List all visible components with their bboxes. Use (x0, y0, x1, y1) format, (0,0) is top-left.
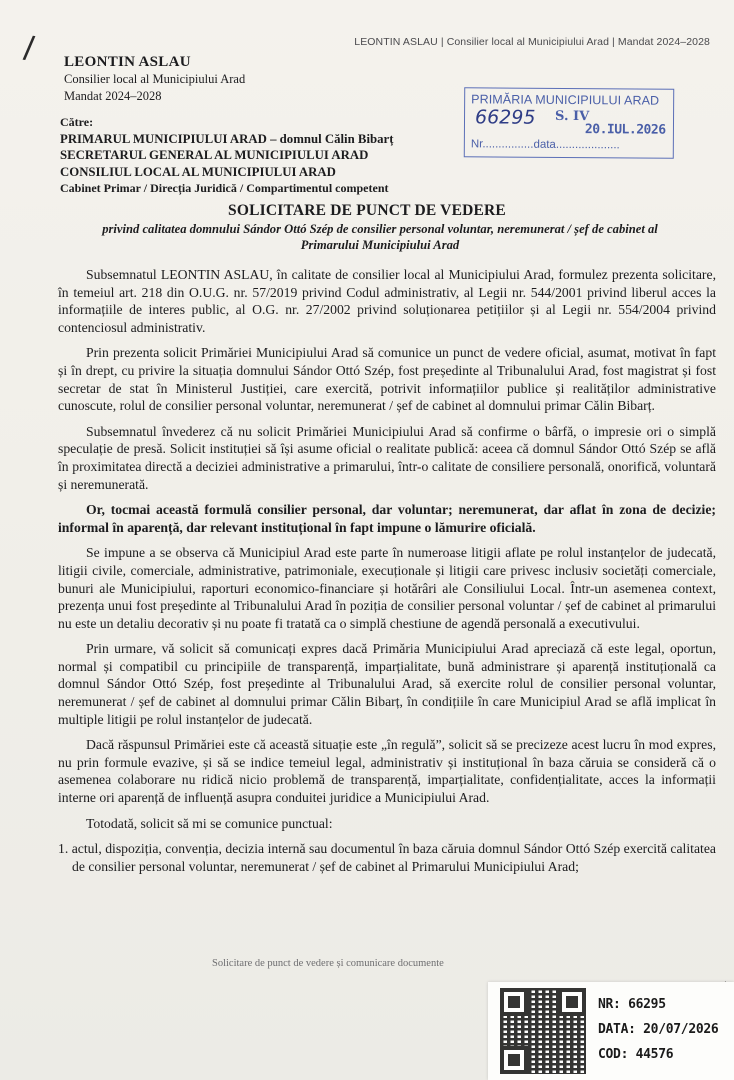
stamp-handwritten-number: 66295 (474, 106, 536, 129)
registration-date: DATA: 20/07/2026 (598, 1022, 719, 1037)
sender-name: LEONTIN ASLAU (64, 54, 191, 70)
body-paragraph: Dacă răspunsul Primăriei este că această situație este „în regulă”, solicit să se precizeze acest lucru în mod expres, nu prin formule evazive, și să se indice temeiul legal, administrativ și instituțional în baza căruia se consideră că o asemenea colaborare nu ridică nicio problemă de transparență, imparțialitate, confidențialitate, acces la informații interne ori aparență de influență asupra conduitei juridice a Municipiului Arad. (58, 737, 716, 806)
stamp-section: S. IV (554, 108, 590, 125)
sender-block (64, 54, 245, 105)
margin-handwritten-mark: / (21, 29, 37, 69)
registration-label (488, 982, 734, 1080)
document-subtitle: privind calitatea domnului Sándor Ottó Szép de consilier personal voluntar, neremunerat / șef de cabinet al Primarului Municipiului Arad (102, 222, 658, 252)
recipient-line: CONSILIUL LOCAL AL MUNICIPIULUI ARAD (60, 164, 336, 179)
body-paragraph-emphasis: Or, tocmai această formulă consilier personal, dar voluntar; neremunerat, dar aflat în zona de decizie; informal în aparență, dar relevant instituțional în fapt impune o lămurire oficială. (58, 502, 716, 535)
stamp-footer: Nr................data.................... (470, 138, 620, 152)
registration-label-text (598, 992, 718, 1067)
list-item: 1. actul, dispoziția, convenția, decizia internă sau documentul în baza căruia domnul Sándor Ottó Szép exercită calitatea de consilier personal voluntar, neremunerat / șef de cabinet al Primarului Municipiului Arad; (58, 841, 716, 874)
sender-mandate: Mandat 2024–2028 (64, 89, 162, 103)
recipient-line: Cabinet Primar / Direcția Juridică / Compartimentul competent (60, 181, 389, 195)
body-paragraph: Se impune a se observa că Municipiul Arad este parte în numeroase litigii aflate pe rolul instanțelor de judecată, litigii civile, comerciale, administrative, patrimoniale, execuționale și litigii care privesc inclusiv societăți comerciale, bunuri ale Municipiului, raporturi economico-financiare și hotărâri ale Consiliului Local. Într-un asemenea context, prezența unui fost președinte al Tribunalului Arad în poziția de consilier personal voluntar / șef de cabinet al primarului nu este un detaliu decorativ și nu poate fi tratată ca o simplă chestiune de agendă personală a executivului. (58, 545, 716, 631)
recipients-block (60, 114, 480, 197)
body-paragraph: Subsemnatul învederez că nu solicit Primăriei Municipiului Arad să confirme o bârfă, o impresie ori o simplă speculație de presă. Solicit instituției să își asume oficial o realitate publică: aceea că domnul Sándor Ottó Szép se află în proximitatea directă a deciziei administrative a primarului, într-o calitate de consiliere personală, onorifică, voluntară și neremunerată. (58, 423, 716, 492)
recipient-line: SECRETARUL GENERAL AL MUNICIPIULUI ARAD (60, 148, 369, 162)
registration-stamp (464, 87, 674, 158)
body-paragraph: Totodată, solicit să mi se comunice punctual: (86, 815, 333, 831)
qr-finder-icon (500, 988, 528, 1016)
recipients-label: Către: (60, 115, 94, 129)
footer-note: Solicitare de punct de vedere și comunicare documente (212, 958, 444, 969)
qr-code-icon (500, 988, 586, 1074)
registration-nr: NR: 66295 (598, 997, 666, 1012)
body-paragraph: Subsemnatul LEONTIN ASLAU, în calitate de consilier local al Municipiului Arad, formulez prezenta solicitare, în temeiul art. 218 din O.U.G. nr. 57/2019 privind Codul administrativ, al Legii nr. 544/2001 privind liberul acces la informațiile de interes public, al O.G. nr. 27/2002 privind soluționarea petițiilor și al Legii nr. 554/2004 privind contenciosul administrativ. (58, 267, 716, 335)
body-paragraph: Prin prezenta solicit Primăriei Municipiului Arad să comunice un punct de vedere oficial, asumat, motivat în fapt și în drept, cu privire la situația domnului Sándor Ottó Szép, fost președinte al Tribunalului Arad, fost magistrat și fost secretar de stat în Ministerul Justiției, care exercită, potrivit informațiilor publice și realităților administrative cunoscute, rolul de consilier personal voluntar, neremunerat / șef de cabinet al domnului primar Călin Bibarț. (58, 345, 716, 414)
document-body (58, 266, 716, 883)
qr-finder-icon (500, 1046, 528, 1074)
sender-role: Consilier local al Municipiului Arad (64, 72, 246, 86)
body-paragraph: Prin urmare, vă solicit să comunicați expres dacă Primăria Municipiului Arad apreciază că este legal, oportun, normal și compatibil cu principiile de transparență, imparțialitate, bună administrare și aparență instituțională ca domnul Sándor Ottó Szép, fost președinte al Tribunalului Arad, să exercite rolul de consilier personal voluntar, neremunerat / șef de cabinet al domnului primar Călin Bibarț, în condițiile în care Municipiul Arad se află implicat în multiple litigii pe rolul instanțelor de judecată. (58, 641, 716, 727)
document-title: SOLICITARE DE PUNCT DE VEDERE (228, 202, 506, 219)
stamp-title: PRIMĂRIA MUNICIPIULUI ARAD (471, 92, 660, 108)
registration-code: COD: 44576 (598, 1047, 674, 1062)
header-running-line: LEONTIN ASLAU | Consilier local al Municipiului Arad | Mandat 2024–2028 (354, 36, 710, 48)
stamp-date: 20.IUL.2026 (584, 122, 666, 138)
qr-finder-icon (558, 988, 586, 1016)
recipient-line: PRIMARUL MUNICIPIULUI ARAD – domnul Călin Bibarț (60, 131, 394, 146)
